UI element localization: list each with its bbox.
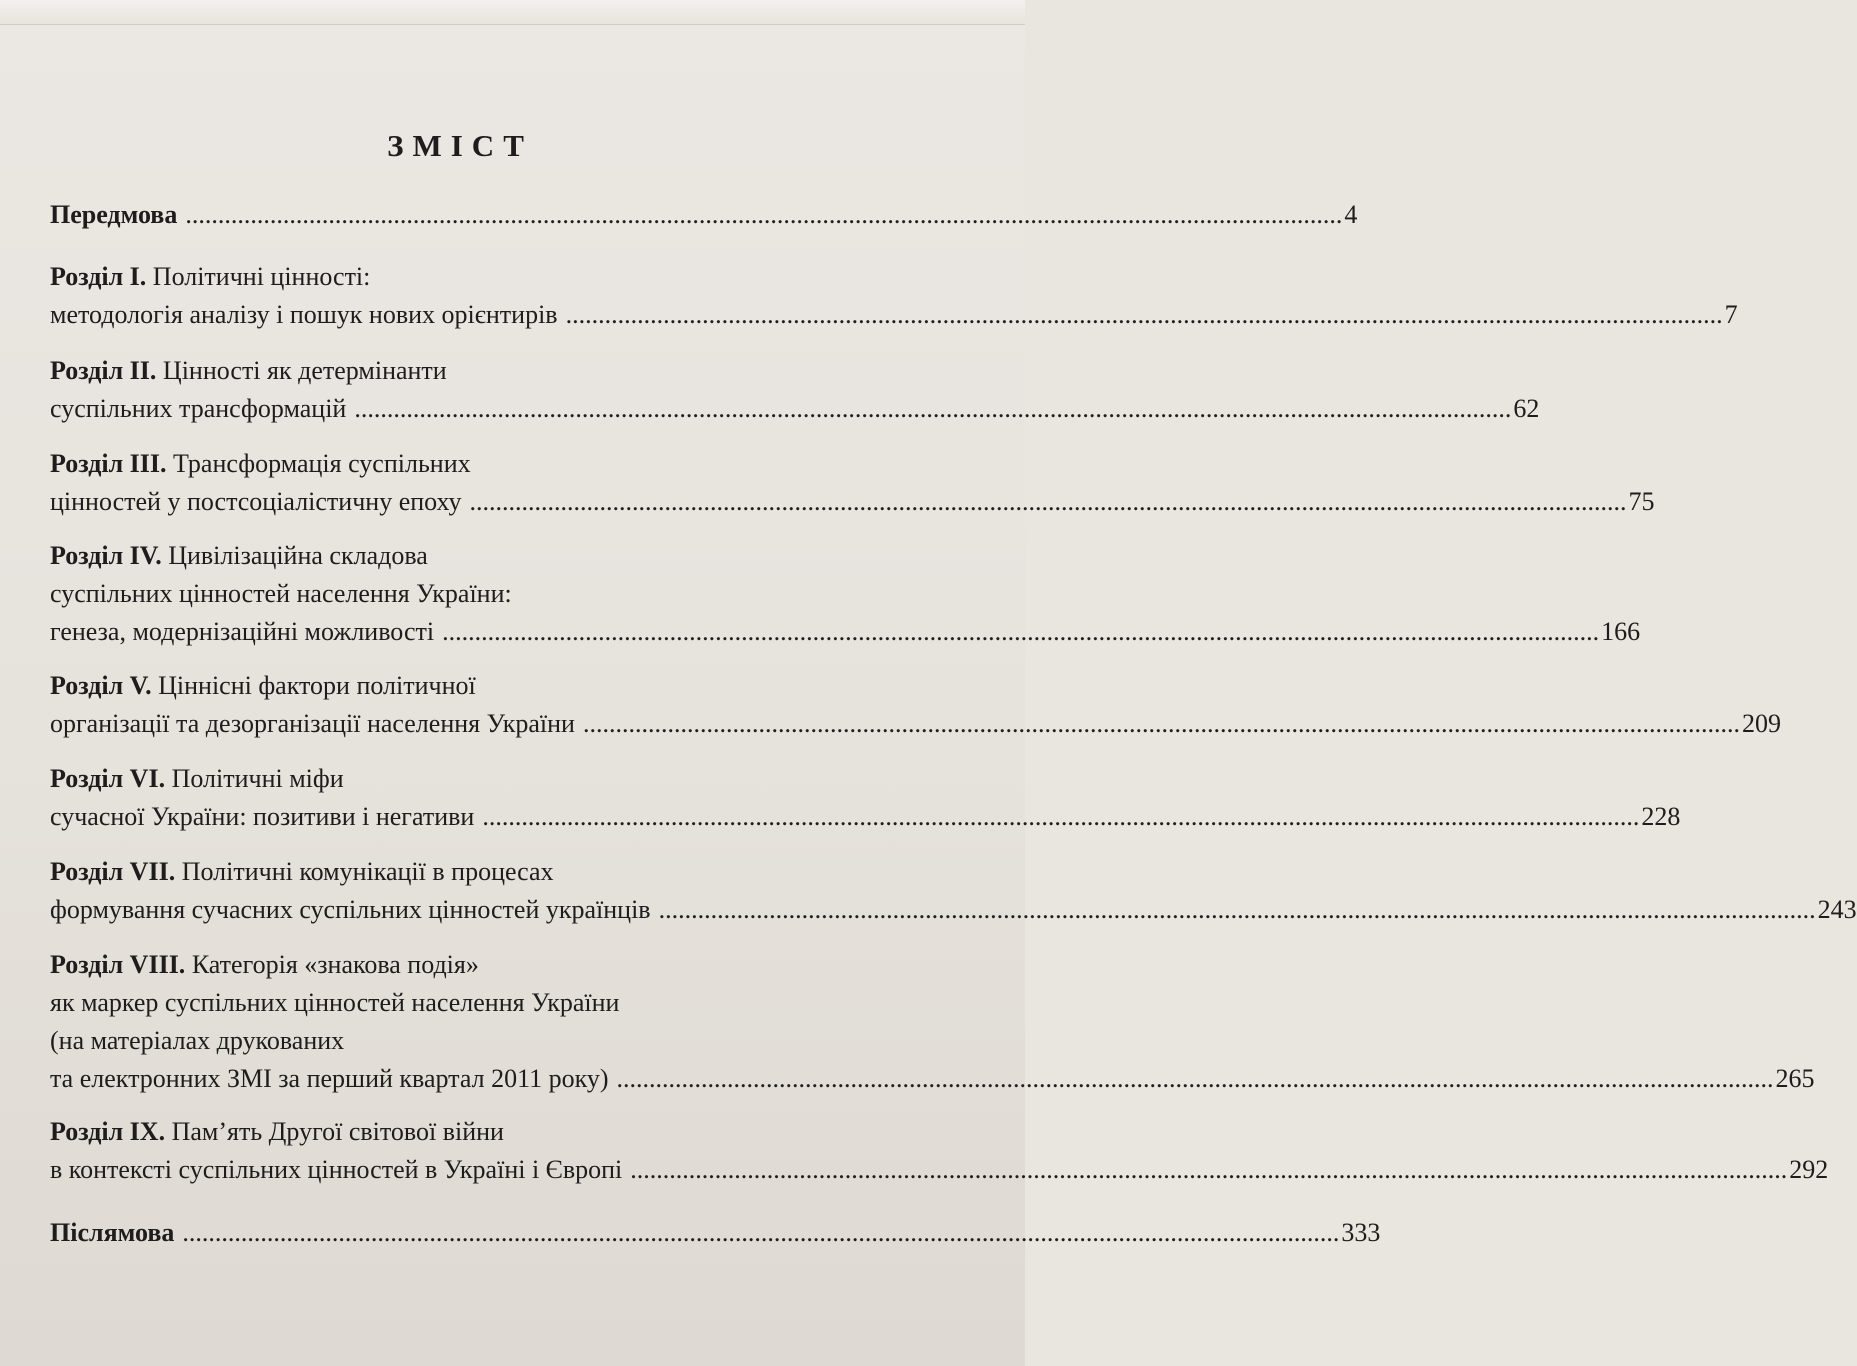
toc-entry-chapter-1 xyxy=(50,258,1738,334)
toc-entry-line xyxy=(50,613,1641,651)
toc-entry-chapter-7 xyxy=(50,853,1857,929)
toc-entry-title: Категорія «знакова подія» xyxy=(185,950,479,979)
dot-leader: .................................................................................................................................................................................. xyxy=(630,1155,1788,1184)
toc-entry-title: в контексті суспільних цінностей в Україні і Європі xyxy=(50,1155,623,1184)
toc-page-number: 243 xyxy=(1817,895,1857,924)
toc-entry-line xyxy=(50,705,1781,743)
toc-entry-title: методологія аналізу і пошук нових орієнтирів xyxy=(50,300,558,329)
toc-entry-preface xyxy=(50,196,1358,234)
toc-entry-chapter-8 xyxy=(50,946,1815,1098)
toc-page-number: 62 xyxy=(1513,394,1540,423)
toc-entry-label: Розділ VI. xyxy=(50,764,166,793)
toc-entry-title: організації та дезорганізації населення України xyxy=(50,709,575,738)
toc-entry-label: Передмова xyxy=(50,200,178,229)
toc-page-number: 7 xyxy=(1724,300,1738,329)
toc-entry-chapter-6 xyxy=(50,760,1681,836)
toc-entry-line xyxy=(50,1113,906,1151)
toc-entry-title: Ціннісні фактори політичної xyxy=(151,671,476,700)
toc-entry-title: сучасної України: позитиви і негативи xyxy=(50,802,475,831)
dot-leader: .................................................................................................................................................................................. xyxy=(469,487,1627,516)
toc-page-number: 292 xyxy=(1789,1155,1829,1184)
toc-page-number: 265 xyxy=(1775,1064,1815,1093)
toc-page-number: 75 xyxy=(1628,487,1655,516)
toc-entry-chapter-3 xyxy=(50,445,1655,521)
dot-leader: .................................................................................................................................................................................. xyxy=(616,1064,1774,1093)
toc-entry-line xyxy=(50,390,1540,428)
toc-entry-label: Розділ VIII. xyxy=(50,950,186,979)
toc-entry-label: Розділ VII. xyxy=(50,857,176,886)
toc-page-number: 166 xyxy=(1601,617,1641,646)
toc-entry-title: (на матеріалах друкованих xyxy=(50,1026,345,1055)
toc-entry-line xyxy=(50,1151,1829,1189)
toc-entry-line xyxy=(50,667,892,705)
toc-entry-line xyxy=(50,891,1857,929)
toc-entry-chapter-9 xyxy=(50,1113,1829,1189)
toc-entry-title: генеза, модернізаційні можливості xyxy=(50,617,435,646)
toc-entry-line xyxy=(50,196,1358,234)
toc-entry-line xyxy=(50,575,890,613)
toc-entry-line xyxy=(50,537,890,575)
dot-leader: .................................................................................................................................................................................. xyxy=(658,895,1816,924)
dot-leader: .................................................................................................................................................................................. xyxy=(582,709,1740,738)
toc-entry-label: Післямова xyxy=(50,1218,175,1247)
toc-entry-line xyxy=(50,445,886,483)
toc-entry-line xyxy=(50,1214,1381,1252)
toc-entry-line xyxy=(50,1022,902,1060)
toc-entry-chapter-5 xyxy=(50,667,1781,743)
toc-page-number: 4 xyxy=(1344,200,1358,229)
toc-entry-line xyxy=(50,352,884,390)
dot-leader: .................................................................................................................................................................................. xyxy=(185,200,1343,229)
page-title: ЗМІСТ xyxy=(387,128,533,163)
toc-entry-title: Політичні міфи xyxy=(165,764,344,793)
toc-entry-line xyxy=(50,258,878,296)
toc-entry-title: та електронних ЗМІ за перший квартал 2011 року) xyxy=(50,1064,609,1093)
toc-entry-title: формування сучасних суспільних цінностей українців xyxy=(50,895,651,924)
toc-entry-title: Цивілізаційна складова xyxy=(161,541,428,570)
dot-leader: .................................................................................................................................................................................. xyxy=(565,300,1723,329)
toc-entry-title: як маркер суспільних цінностей населення України xyxy=(50,988,620,1017)
toc-entry-afterword xyxy=(50,1214,1381,1252)
dot-leader: .................................................................................................................................................................................. xyxy=(442,617,1600,646)
toc-entry-label: Розділ ІІІ. xyxy=(50,449,167,478)
toc-page-number: 333 xyxy=(1341,1218,1381,1247)
toc-entry-chapter-2 xyxy=(50,352,1540,428)
toc-entry-line xyxy=(50,984,902,1022)
toc-entry-label: Розділ V. xyxy=(50,671,152,700)
toc-entry-label: Розділ IX. xyxy=(50,1117,166,1146)
toc-page-number: 228 xyxy=(1641,802,1681,831)
toc-entry-title: Цінності як детермінанти xyxy=(156,356,447,385)
toc-entry-line xyxy=(50,760,894,798)
toc-entry-title: Трансформація суспільних xyxy=(166,449,471,478)
toc-entry-label: Розділ І. xyxy=(50,262,147,291)
toc-entry-title: Політичні цінності: xyxy=(146,262,371,291)
toc-entry-title: цінностей у постсоціалістичну епоху xyxy=(50,487,462,516)
page-top-edge xyxy=(0,0,1025,25)
toc-entry-line xyxy=(50,483,1655,521)
toc-entry-title: Політичні комунікації в процесах xyxy=(175,857,554,886)
toc-entry-label: Розділ IV. xyxy=(50,541,162,570)
toc-entry-title: суспільних цінностей населення України: xyxy=(50,579,512,608)
dot-leader: .................................................................................................................................................................................. xyxy=(482,802,1640,831)
dot-leader: .................................................................................................................................................................................. xyxy=(182,1218,1340,1247)
toc-entry-line xyxy=(50,798,1681,836)
toc-entry-chapter-4 xyxy=(50,537,1641,651)
toc-entry-line xyxy=(50,1060,1815,1098)
toc-entry-label: Розділ ІІ. xyxy=(50,356,157,385)
toc-entry-title: суспільних трансформацій xyxy=(50,394,347,423)
toc-entry-line xyxy=(50,946,902,984)
toc-entry-line xyxy=(50,853,896,891)
dot-leader: .................................................................................................................................................................................. xyxy=(354,394,1512,423)
toc-entry-line xyxy=(50,296,1738,334)
toc-page-number: 209 xyxy=(1741,709,1781,738)
toc-entry-title: Пам’ять Другої світової війни xyxy=(165,1117,504,1146)
